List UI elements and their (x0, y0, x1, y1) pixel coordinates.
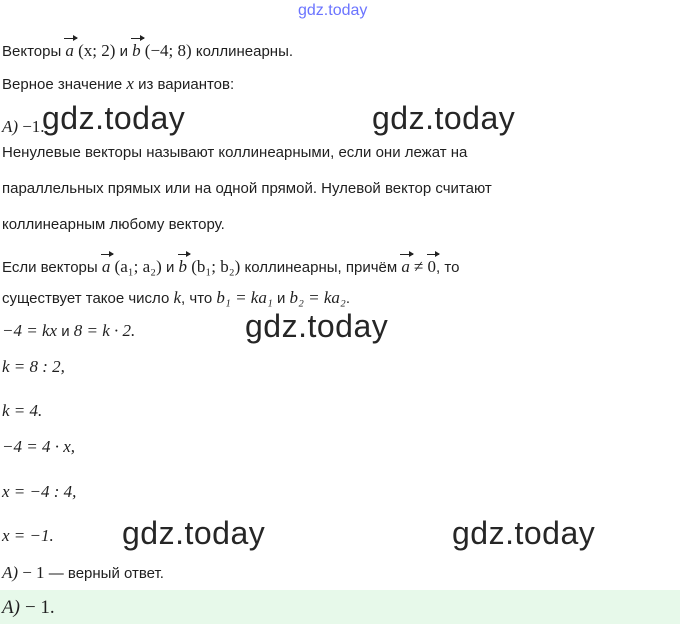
vector-a: a (65, 35, 74, 61)
step-1 (2, 321, 135, 342)
text: коллинеарны, причём (244, 259, 398, 276)
coords-b: (−4; 8) (144, 41, 192, 60)
equation-2: b₂ = ka₂ (289, 288, 346, 307)
option-value: − 1 (22, 563, 45, 582)
equation: 8 = k · 2. (73, 321, 136, 340)
option-value: −1. (22, 117, 45, 136)
vector-b: b (179, 251, 188, 277)
watermark: gdz.today (245, 308, 389, 344)
option-label: A) (2, 117, 19, 136)
option-label: A) (2, 563, 19, 582)
option-value: − 1. (24, 597, 55, 618)
text: и (119, 43, 128, 60)
zero-vector: 0 (428, 251, 437, 277)
text: существует такое число (2, 290, 170, 307)
coords-a: (a₁; a₂) (114, 257, 162, 276)
vector-a: a (102, 251, 111, 277)
step-2: k = 8 : 2, (2, 357, 65, 376)
step-5: x = −4 : 4, (2, 482, 77, 501)
coords-b: (b₁; b₂) (191, 257, 241, 276)
text: Если векторы (2, 259, 98, 276)
watermark: gdz.today (372, 100, 516, 136)
vector-b: b (132, 35, 141, 61)
option-line (2, 117, 45, 138)
step-3: k = 4. (2, 401, 43, 420)
watermark: gdz.today (42, 100, 186, 136)
answer-box (0, 590, 680, 624)
rule-line-2 (2, 288, 350, 309)
variable-x: x (126, 74, 134, 93)
problem-line-1 (2, 35, 293, 62)
watermark-top: gdz.today (298, 2, 368, 19)
problem-line-2 (2, 74, 234, 95)
text: . (345, 290, 351, 307)
text: и (165, 259, 175, 276)
definition-line-1: Ненулевые векторы называют коллинеарными, если они лежат на (2, 144, 468, 161)
text: — верный ответ. (48, 565, 164, 582)
verdict-line (2, 563, 164, 584)
definition-line-3: коллинеарным любому вектору. (2, 216, 225, 233)
definition-line-2: параллельных прямых или на одной прямой. Нулевой вектор считают (2, 180, 492, 197)
watermark: gdz.today (452, 515, 596, 551)
vector-a: a (401, 251, 410, 277)
neq-sign: ≠ (414, 257, 424, 276)
text: , то (436, 259, 460, 276)
option-label: A) (2, 597, 20, 618)
equation: −4 = kx (2, 321, 58, 340)
text: коллинеарны. (195, 43, 294, 60)
equation-1: b₁ = ka₁ (216, 288, 273, 307)
coords-a: (x; 2) (78, 41, 116, 60)
rule-line-1 (2, 251, 459, 278)
text: из вариантов: (138, 76, 235, 93)
step-6: x = −1. (2, 526, 54, 545)
watermark: gdz.today (122, 515, 266, 551)
text: , что (181, 290, 213, 307)
text: Векторы (2, 43, 62, 60)
step-4: −4 = 4 · x, (2, 437, 75, 456)
final-answer (2, 597, 55, 618)
text: Верное значение (2, 76, 123, 93)
text: и (276, 290, 286, 307)
text: и (61, 323, 70, 340)
variable-k: k (173, 288, 182, 307)
